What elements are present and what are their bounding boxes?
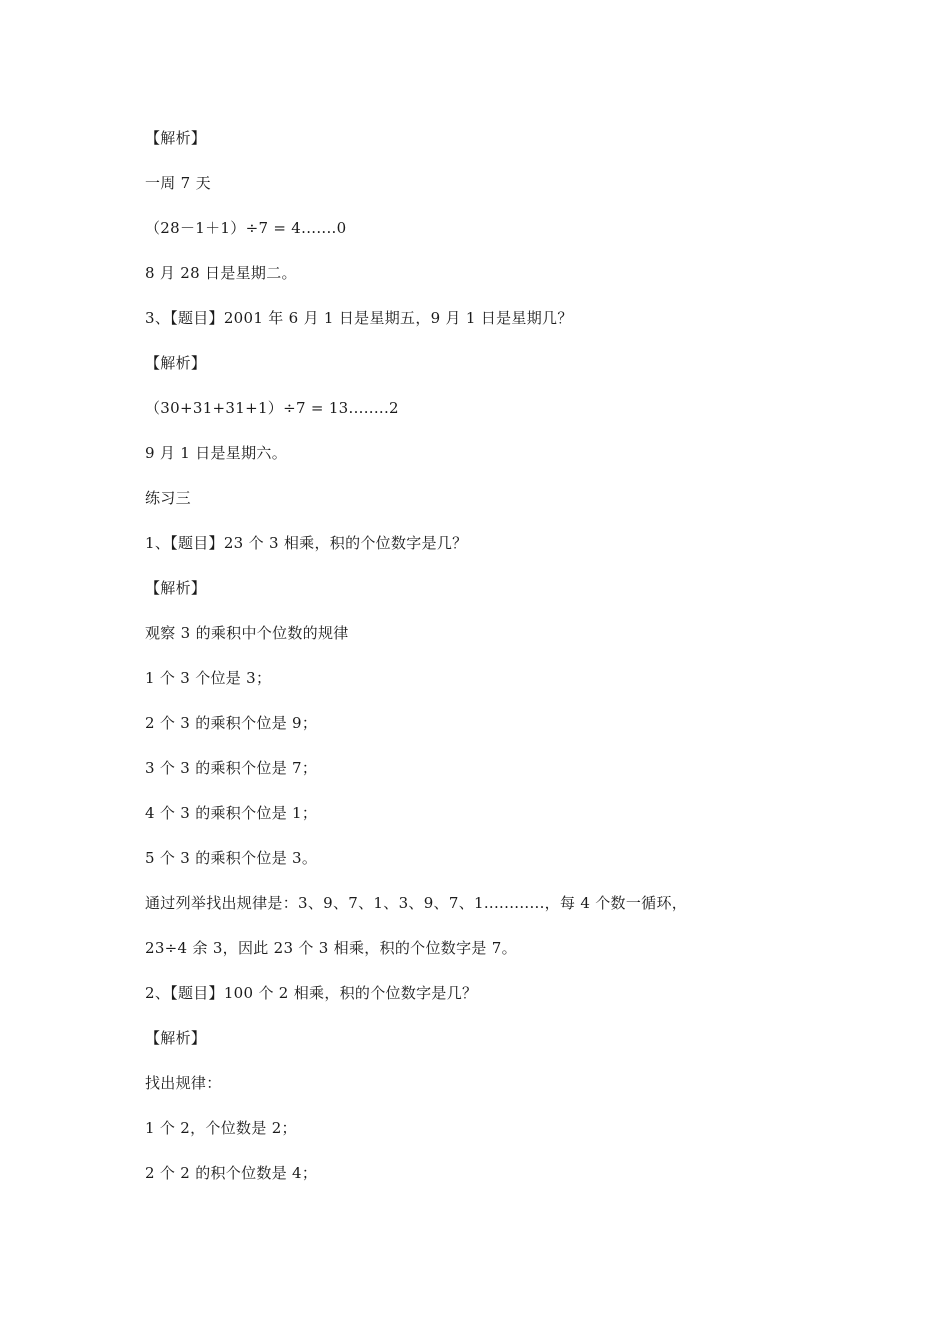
question-2: 2、【题目】100 个 2 相乘，积的个位数字是几？ [145, 984, 478, 1002]
formula-line: （30+31+31+1）÷7 = 13........2 [145, 399, 399, 417]
analysis-heading: 【解析】 [145, 354, 207, 372]
text-line: 3 个 3 的乘积个位是 7； [145, 759, 318, 777]
document-body [145, 124, 845, 1204]
text-line: 4 个 3 的乘积个位是 1； [145, 804, 318, 822]
answer-line: 23÷4 余 3，因此 23 个 3 相乘，积的个位数字是 7。 [145, 939, 517, 957]
text-line: 1 个 3 个位是 3； [145, 669, 272, 687]
text-line: 观察 3 的乘积中个位数的规律 [145, 624, 349, 642]
text-line: 5 个 3 的乘积个位是 3。 [145, 849, 318, 867]
text-line: 找出规律： [145, 1074, 222, 1092]
question-3: 3、【题目】2001 年 6 月 1 日是星期五，9 月 1 日是星期几？ [145, 309, 573, 327]
section-title: 练习三 [145, 489, 191, 507]
answer-line: 9 月 1 日是星期六。 [145, 444, 287, 462]
text-line: 一周 7 天 [145, 174, 211, 192]
text-line: 2 个 2 的积个位数是 4； [145, 1164, 318, 1182]
question-1: 1、【题目】23 个 3 相乘，积的个位数字是几？ [145, 534, 468, 552]
text-line: 2 个 3 的乘积个位是 9； [145, 714, 318, 732]
analysis-heading: 【解析】 [145, 129, 207, 147]
analysis-heading: 【解析】 [145, 579, 207, 597]
formula-line: （28－1＋1）÷7 = 4.......0 [145, 219, 347, 237]
answer-line: 8 月 28 日是星期二。 [145, 264, 297, 282]
text-line: 1 个 2，个位数是 2； [145, 1119, 297, 1137]
analysis-heading: 【解析】 [145, 1029, 207, 1047]
text-line: 通过列举找出规律是：3、9、7、1、3、9、7、1............，每 4 个数一循环， [145, 894, 688, 912]
